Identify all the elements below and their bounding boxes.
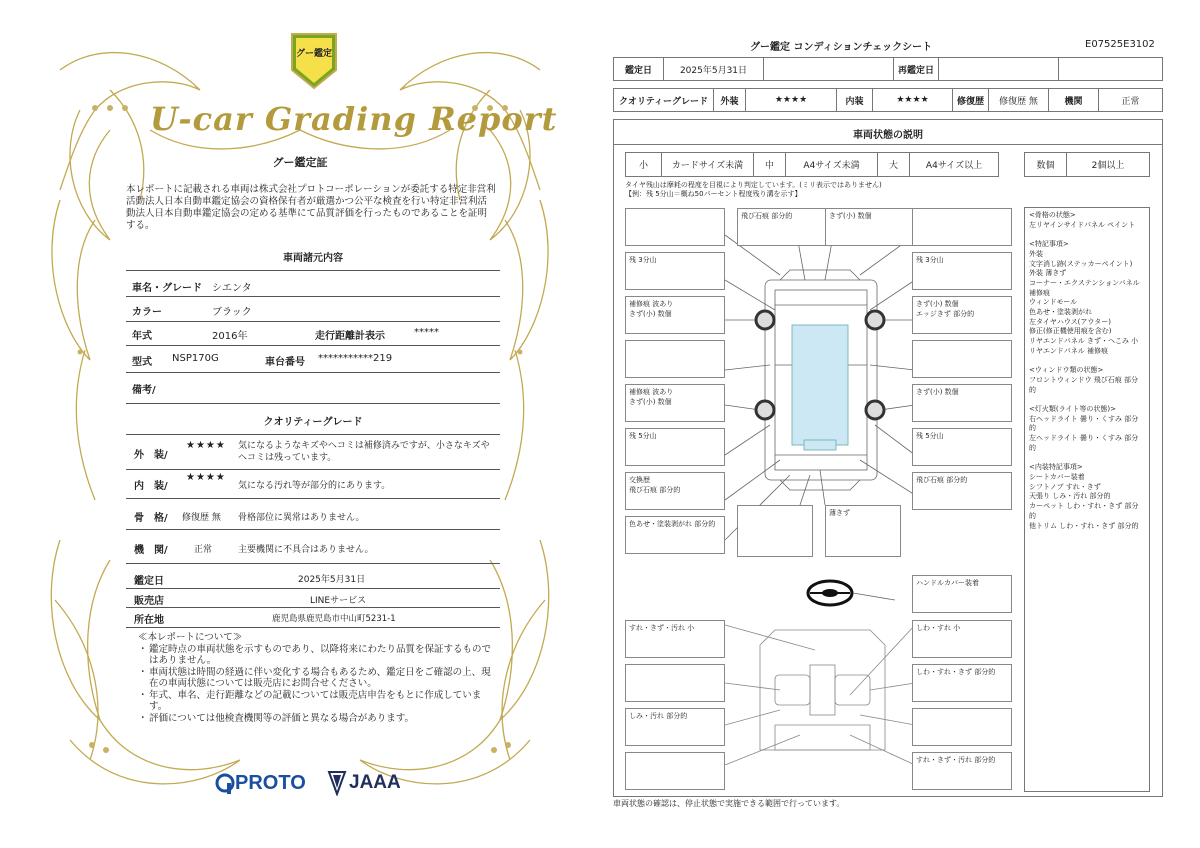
condition-box-right-4: きず(小) 数個 xyxy=(912,384,1012,422)
tire-note: タイヤ残山は摩耗の程度を目視により判定しています。(ミリ表示ではありません) xyxy=(625,181,882,189)
date-label: 鑑定日 xyxy=(134,576,164,587)
mileage-value: ***** xyxy=(414,327,439,338)
address-value: 鹿児島県鹿児島市中山町5231-1 xyxy=(272,614,396,624)
sheet-title: グー鑑定 コンディションチェックシート xyxy=(750,42,933,53)
divider xyxy=(126,372,500,373)
blank-cell xyxy=(764,58,894,80)
condition-box-rear-2: 薄きず xyxy=(825,505,901,557)
quality-grade-label: クオリティーグレード xyxy=(614,89,714,111)
frame-value: 修復歴 無 xyxy=(182,513,221,523)
condition-heading: 車両状態の説明 xyxy=(853,130,923,141)
repair-history-label: 修復歴 xyxy=(953,89,989,111)
interior-box-right-4: すれ・きず・汚れ 部分的 xyxy=(912,752,1012,790)
report-notes xyxy=(138,632,498,724)
condition-box-left-6: 交換歴 飛び石痕 部分的 xyxy=(625,472,725,510)
note-item: ・ 鑑定時点の車両状態を示すものであり、以降将来にわたり品質を保証するものではありません。 xyxy=(138,643,492,666)
engine-value: 正常 xyxy=(194,545,213,555)
front-left-tire-icon xyxy=(756,311,774,329)
dealer-label: 販売店 xyxy=(134,596,164,607)
interior-description: 気になる汚れ等が部分的にあります。 xyxy=(238,481,391,491)
note-item: ・ 車両状態は時間の経過に伴い変化する場合もあるため、鑑定日をご確認の上、現在の車両状態については販売店にお問合せください。 xyxy=(138,666,491,689)
condition-box-right-3 xyxy=(912,340,1012,378)
quality-heading: クオリティーグレード xyxy=(263,417,363,428)
reappraisal-date-value xyxy=(939,58,1059,80)
large-label: 大 xyxy=(878,153,910,176)
remarks-label: 備考/ xyxy=(132,385,156,396)
divider xyxy=(126,529,500,530)
divider xyxy=(126,345,500,346)
divider xyxy=(126,270,500,271)
condition-box-left-3 xyxy=(625,340,725,378)
interior-box-right-2: しわ・すれ・きず 部分的 xyxy=(912,664,1012,702)
condition-box-front-windshield: 飛び石痕 部分的 xyxy=(737,208,837,246)
appraisal-date-value: 2025年5月31日 xyxy=(664,58,764,80)
specs-heading: 車両諸元内容 xyxy=(283,253,343,264)
tire-example-note: 【例：残 5分山＝概ね50パーセント程度残り溝を示す】 xyxy=(625,190,802,198)
condition-box-front-bumper: きず(小) 数個 xyxy=(825,208,925,246)
steering-wheel-icon xyxy=(808,581,852,605)
chassis-label: 車台番号 xyxy=(265,357,305,368)
ext-stars: ★★★★ xyxy=(746,89,837,111)
script-title: U-car Grading Report xyxy=(150,100,558,138)
engine-description: 主要機関に不具合はありません。 xyxy=(238,545,374,555)
divider xyxy=(126,321,500,322)
interior-box-left-4 xyxy=(625,752,725,790)
interior-diagram xyxy=(725,625,915,765)
frame-label: 骨 格/ xyxy=(134,513,168,524)
rear-left-tire-icon xyxy=(756,401,774,419)
note-item: ・ 評価については他検査機関等の評価と異なる場合があります。 xyxy=(138,712,415,724)
interior-box-left-3: しみ・汚れ 部分的 xyxy=(625,708,725,746)
engine-label: 機関 xyxy=(1049,89,1099,111)
condition-box-front-right xyxy=(912,208,1012,246)
sheet-id: E07525E3102 xyxy=(1085,39,1155,50)
condition-box-front-left xyxy=(625,208,725,246)
condition-box-left-5: 残 5分山 xyxy=(625,428,725,466)
frame-description: 骨格部位に異常はありません。 xyxy=(238,513,365,523)
reappraisal-date-label: 再鑑定日 xyxy=(894,58,939,80)
date-value: 2025年5月31日 xyxy=(298,575,366,585)
quality-row xyxy=(613,88,1163,112)
divider xyxy=(126,296,500,297)
color-label: カラー xyxy=(132,307,162,318)
engine-value: 正常 xyxy=(1121,96,1140,107)
divider xyxy=(126,403,500,404)
divider xyxy=(126,469,500,470)
badge-text: グー鑑定 xyxy=(295,49,332,59)
count-label: 数個 xyxy=(1025,153,1067,176)
chassis-value: ***********219 xyxy=(318,353,393,364)
condition-box-left-2: 補修痕 波あり きず(小) 数個 xyxy=(625,296,725,334)
address-label: 所在地 xyxy=(134,615,164,626)
medium-value: A4サイズ未満 xyxy=(786,153,878,176)
condition-check-sheet xyxy=(600,0,1200,848)
small-label: 小 xyxy=(626,153,662,176)
size-legend xyxy=(625,152,999,177)
count-value: 2個以上 xyxy=(1091,161,1125,171)
divider xyxy=(126,498,500,499)
condition-box-rear-1 xyxy=(737,505,813,557)
interior-label: 内 装/ xyxy=(134,481,168,492)
condition-box-left-4: 補修痕 波あり きず(小) 数個 xyxy=(625,384,725,422)
count-legend xyxy=(1024,152,1150,177)
condition-box-left-7: 色あせ・塗装剥がれ 部分的 xyxy=(625,516,725,554)
year-value: 2016年 xyxy=(212,331,248,342)
jaaa-logo: JAAA xyxy=(327,770,401,796)
appraisal-date-label: 鑑定日 xyxy=(614,58,664,80)
engine-label: 機 関/ xyxy=(134,545,168,556)
color-value: ブラック xyxy=(212,307,252,318)
divider xyxy=(126,563,500,564)
model-value: NSP170G xyxy=(172,353,219,364)
medium-label: 中 xyxy=(754,153,786,176)
notes-heading: ≪本レポートについて≫ xyxy=(138,632,243,643)
condition-box-steering: ハンドルカバー装着 xyxy=(912,575,1012,613)
divider xyxy=(126,627,500,628)
year-label: 年式 xyxy=(132,331,152,342)
certificate-title: グー鑑定証 xyxy=(272,156,328,169)
certificate-statement: 本レポートに記載される車両は株式会社プロトコーポレーションが委託する特定非営利活動法人日本自動車鑑定協会の資格保有者が厳選かつ公平な検査を行い特定非営利活動法人日本自動車鑑定協会の定める基準にて品質評価を行ったものであることを証明する。 xyxy=(126,184,496,231)
car-name-label: 車名・グレード xyxy=(132,283,202,294)
proto-logo: PROTO xyxy=(215,772,306,795)
divider xyxy=(126,434,500,435)
rear-right-tire-icon xyxy=(866,401,884,419)
footer-note: 車両状態の確認は、停止状態で実施できる範囲で行っています。 xyxy=(613,799,845,808)
special-notes-panel: <骨格の状態> 左リヤインサイドパネル ペイント <特記事項> 外装 文字消し跡(ステッカーペイント) 外装 薄きず コーナー・エクステンションパネル 補修痕 ウィンドモール 色あせ・塗装剥がれ 左タイヤハウス(アウター) 修正(修正機使用痕を含む) リヤエンドパネル きず・へこみ 小 リヤエンドパネル 補修痕 <ウィンドウ類の状態> フロントウィンドウ 飛び石痕 部分的 <灯火類(ライト等の状態)> 右ヘッドライト 曇り・くすみ 部分的 左ヘッドライト 曇り・くすみ 部分的 <内装特記事項> シートカバー装着 シフトノブ すれ・きず 天張り しみ・汚れ 部分的 カーペット しわ・すれ・きず 部分的 他トリム しわ・すれ・きず 部分的 xyxy=(1024,207,1150,792)
int-label: 内装 xyxy=(837,89,873,111)
small-value: カードサイズ未満 xyxy=(662,153,754,176)
model-label: 型式 xyxy=(132,357,152,368)
ext-label: 外装 xyxy=(714,89,746,111)
condition-box-left-1: 残 3分山 xyxy=(625,252,725,290)
condition-box-right-5: 残 5分山 xyxy=(912,428,1012,466)
interior-box-right-3 xyxy=(912,708,1012,746)
interior-box-right-1: しわ・すれ 小 xyxy=(912,620,1012,658)
interior-box-left-1: すれ・きず・汚れ 小 xyxy=(625,620,725,658)
divider xyxy=(126,588,500,589)
condition-box-right-6: 飛び石痕 部分的 xyxy=(912,472,1012,510)
exterior-description: 気になるようなキズやヘコミは補修済みですが、小さなキズやヘコミは残っています。 xyxy=(238,441,490,463)
condition-box-right-1: 残 3分山 xyxy=(912,252,1012,290)
repair-history-value: 修復歴 無 xyxy=(989,89,1049,111)
front-right-tire-icon xyxy=(866,311,884,329)
date-row xyxy=(613,57,1163,81)
note-item: ・ 年式、車名、走行距離などの記載については販売店申告をもとに作成しています。 xyxy=(138,689,482,712)
condition-box-right-2: きず(小) 数個 エッジきず 部分的 xyxy=(912,296,1012,334)
interior-box-left-2 xyxy=(625,664,725,702)
exterior-stars: ★★★★ xyxy=(186,440,226,451)
goo-badge-logo xyxy=(288,30,340,92)
dealer-value: LINEサービス xyxy=(310,596,367,606)
int-stars: ★★★★ xyxy=(873,89,953,111)
window-area xyxy=(792,325,848,445)
car-name-value: シエンタ xyxy=(212,283,252,294)
divider xyxy=(126,607,500,608)
exterior-label: 外 装/ xyxy=(134,450,168,461)
large-value: A4サイズ以上 xyxy=(925,161,983,171)
mileage-label: 走行距離計表示 xyxy=(315,331,385,342)
interior-stars: ★★★★ xyxy=(186,472,226,483)
